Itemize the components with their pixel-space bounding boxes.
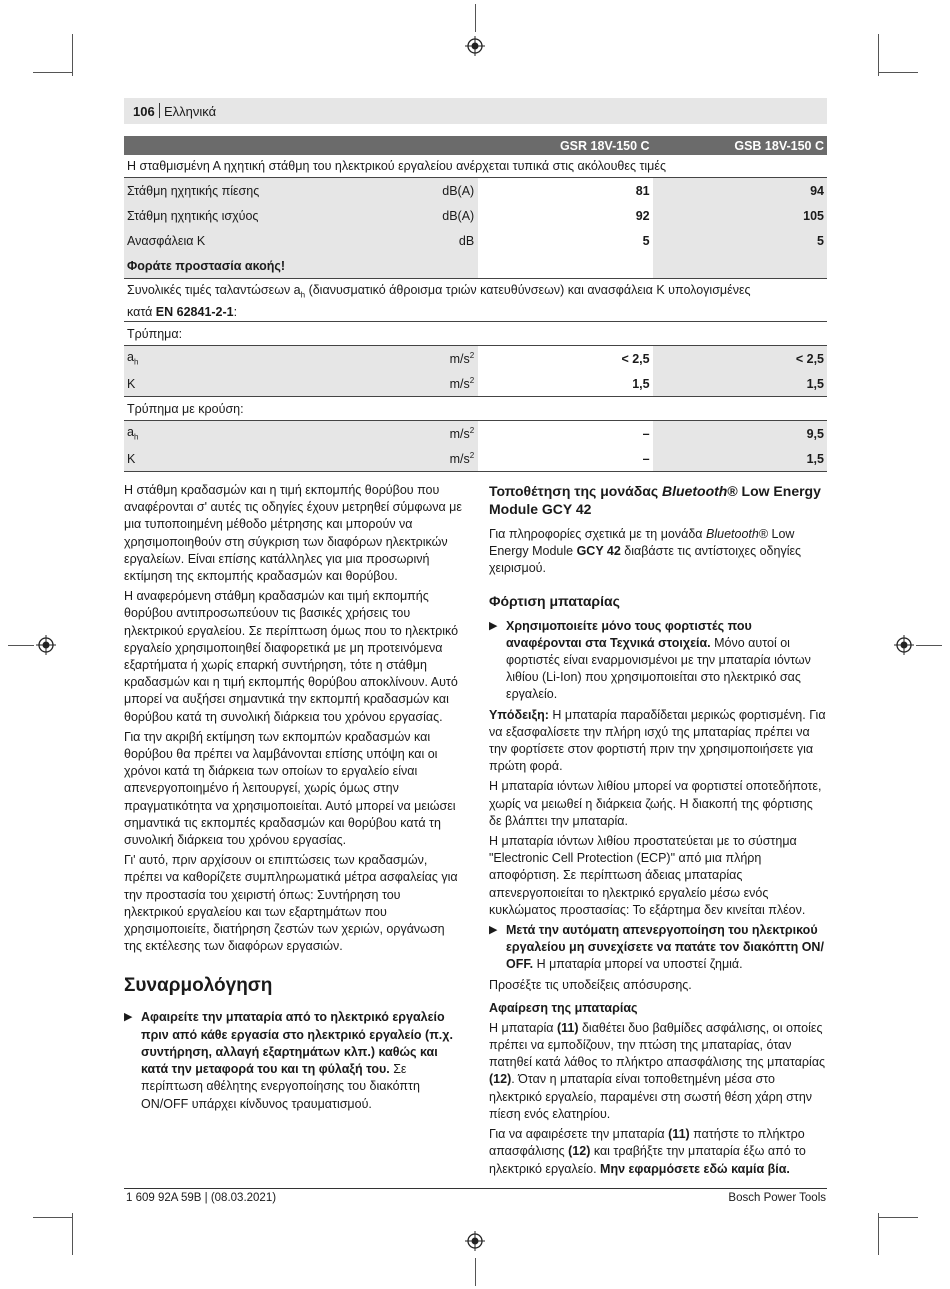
crop-mark	[916, 645, 942, 646]
paragraph: Η μπαταρία (11) διαθέτει δυο βαθμίδες ασφάλισης, οι οποίες πρέπει να εμποδίζουν, την πτώση της μπαταρίας, όταν πατηθεί κατά λάθος το πλήκτρο απασφάλισης της μπαταρίας (12). Όταν η μπαταρία είναι τοποθετημένη μέσα στο ηλεκτρικό εργαλείο, παραμένει στη σωστή θέση χάρη στην πίεση ενός ελατηρίου.	[489, 1020, 826, 1121]
arrow-bullet-icon: ▶	[489, 924, 498, 937]
crop-mark	[475, 4, 476, 32]
row-unit: $m/s^2$	[385, 446, 478, 472]
row-unit: $m/s^2$	[385, 421, 478, 447]
registration-mark-icon	[36, 635, 56, 655]
impact-drilling-label: Τρύπημα με κρούση:	[124, 397, 827, 421]
paragraph: Για την ακριβή εκτίμηση των εκπομπών κραδασμών και θορύβου θα πρέπει να λαμβάνονται επίσης υπόψη και οι χρόνοι κατά τη διάρκεια των οποίων το εργαλείο είναι απενεργοποιημένο ή λειτουργεί, χωρίς όμως στην πραγματικότητα να χρησιμοποιείται. Αυτό μπορεί να μειώσει σημαντικά τις εκπομπές κραδασμών και θορύβου κατά τη συνολική διάρκεια του χρόνου εργασίας.	[124, 729, 456, 848]
registration-mark-icon	[465, 36, 485, 56]
paragraph: Η στάθμη κραδασμών και η τιμή εκπομπής θορύβου που αναφέρονται σ' αυτές τις οδηγίες έχουν μετρηθεί σύμφωνα με μια τυποποιημένη μέθοδο μέτρησης και μπορούν να χρησιμοποιηθούν στη σύγκριση των διαφόρων ηλεκτρικών εργαλείων. Είναι επίσης κατάλληλες για μια προσωρινή εκτίμηση της εκπομπής κραδασμών και θορύβου.	[124, 483, 462, 584]
crop-mark	[72, 1213, 73, 1255]
row-unit: $m/s^2$	[385, 346, 478, 372]
row-unit: dB	[385, 228, 478, 253]
header-divider	[159, 103, 160, 118]
bullet-item: ▶ Αφαιρείτε την μπαταρία από το ηλεκτρικό εργαλείο πριν από κάθε εργασία στο ηλεκτρικό εργαλείο (π.χ. συντήρηση, αλλαγή εξαρτημάτων κλπ.) καθώς και κατά την μεταφορά του και τη φύλαξή του. Σε περίπτωση αθέλητης ενεργοποίησης του διακόπτη ON/OFF υπάρχει κίνδυνος τραυματισμού.	[124, 1010, 453, 1111]
paragraph: Για πληροφορίες σχετικά με τη μονάδα Bluetooth® Low Energy Module GCY 42 διαβάστε τις αντίστοιχες οδηγίες χειρισμού.	[489, 527, 802, 576]
crop-mark	[878, 34, 879, 76]
table-row	[124, 322, 827, 346]
section-heading: Συναρμολόγηση	[124, 975, 273, 997]
crop-mark	[475, 1258, 476, 1286]
row-value: 1,5	[653, 371, 827, 397]
crop-mark	[33, 72, 73, 73]
paragraph: Γι' αυτό, πριν αρχίσουν οι επιπτώσεις των κραδασμών, πρέπει να καθορίζετε συμπληρωματικά μέτρα ασφαλείας για την προστασία του χειριστή όπως: Συντήρηση του ηλεκτρικού εργαλείου και των εξαρτημάτων που χρησιμοποιείτε, διατήρηση ζεστών των χεριών, οργάνωση της εκτέλεσης των διαφόρων εργασιών.	[124, 853, 458, 954]
page-language: Ελληνικά	[164, 104, 217, 119]
paragraph: Η αναφερόμενη στάθμη κραδασμών και τιμή εκπομπής θορύβου αντιπροσωπεύουν τις βασικές χρήσεις του ηλεκτρικού εργαλείου. Σε περίπτωση όμως που το ηλεκτρικό εργαλείο χρησιμοποιηθεί διαφορετικά με μη προτεινόμενα εξαρτήματα ή χωρίς επαρκή συντήρηση, τότε η στάθμη κραδασμών και η τιμή εκπομπής θορύβου αποκλίνουν. Αυτό μπορεί να αυξήσει σημαντικά την εκπομπή κραδασμών και θορύβου κατά τη συνολική διάρκεια του χρόνου εργασίας.	[124, 589, 459, 724]
row-value: 5	[478, 228, 652, 253]
left-column	[124, 482, 462, 1116]
page-header-bar	[124, 98, 827, 124]
table-row	[124, 346, 827, 372]
row-value: 1,5	[653, 446, 827, 472]
crop-mark	[878, 72, 918, 73]
section-heading: Φόρτιση μπαταρίας	[489, 592, 620, 609]
row-value: –	[478, 446, 652, 472]
column-header: GSB 18V-150 C	[653, 136, 827, 155]
table-row	[124, 421, 827, 447]
right-column	[489, 482, 826, 1181]
paragraph: Για να αφαιρέσετε την μπαταρία (11) πατήστε το πλήκτρο απασφάλισης (12) και τραβήξτε την μπαταρία έξω από το ηλεκτρικό εργαλείο. Μην εφαρμόσετε εδώ καμία βία.	[489, 1127, 806, 1176]
bullet-item: ▶ Μετά την αυτόματη απενεργοποίηση του ηλεκτρικού εργαλείου μη συνεχίσετε να πατάτε τον διακόπτη ON/ OFF. Η μπαταρία μπορεί να υποστεί ζημιά.	[489, 923, 824, 972]
row-unit: dB(A)	[385, 178, 478, 204]
crop-mark	[33, 1217, 73, 1218]
row-value: 105	[653, 203, 827, 228]
table-row	[124, 279, 827, 322]
row-label: $a_h$	[124, 346, 385, 372]
crop-mark	[72, 34, 73, 76]
hearing-protection-note: Φοράτε προστασία ακοής!	[124, 253, 478, 279]
row-value: < 2,5	[478, 346, 652, 372]
row-label: K	[124, 446, 385, 472]
table-row	[124, 228, 827, 253]
row-value: 94	[653, 178, 827, 204]
footer-rule	[124, 1188, 827, 1189]
paragraph: Η μπαταρία ιόντων λιθίου προστατεύεται με το σύστημα "Electronic Cell Protection (ECP)" από μια πλήρη αποφόρτιση. Σε περίπτωση άδειας μπαταρίας απενεργοποιείται το ηλεκτρικό εργαλείο μέσω ενός κυκλώματος προστασίας: Το εξάρτημα δεν κινείται πλέον.	[489, 834, 806, 917]
subsection-heading: Αφαίρεση της μπαταρίας	[489, 1000, 638, 1015]
row-value: < 2,5	[653, 346, 827, 372]
registration-mark-icon	[465, 1231, 485, 1251]
vibration-intro: Συνολικές τιμές ταλαντώσεων $a_h$ (διανυσματικό άθροισμα τριών κατευθύνσεων) και ανασφάλεια K υπολογισμένες κατά EN 62841-2-1:	[124, 279, 827, 322]
table-row	[124, 371, 827, 397]
page-number: 106	[133, 104, 155, 119]
noise-intro: Η σταθμισμένη Α ηχητική στάθμη του ηλεκτρικού εργαλείου ανέρχεται τυπικά στις ακόλουθες τιμές	[124, 155, 827, 178]
paragraph: Υπόδειξη: Η μπαταρία παραδίδεται μερικώς φορτισμένη. Για να εξασφαλίσετε την πλήρη ισχύ της μπαταρίας πρέπει να την φορτίσετε στον φορτιστή πριν την χρησιμοποιήσετε για πρώτη φορά.	[489, 707, 826, 774]
drilling-label: Τρύπημα:	[124, 322, 827, 346]
row-value: 92	[478, 203, 652, 228]
arrow-bullet-icon: ▶	[489, 619, 498, 632]
table-row	[124, 203, 827, 228]
row-unit: dB(A)	[385, 203, 478, 228]
paragraph: Προσέξτε τις υποδείξεις απόσυρσης.	[489, 977, 692, 992]
row-unit: $m/s^2$	[385, 371, 478, 397]
crop-mark	[8, 645, 34, 646]
section-heading: Τοποθέτηση της μονάδας Bluetooth® Low Energy Module GCY 42	[489, 483, 821, 517]
footer-doc-id: 1 609 92A 59B | (08.03.2021)	[126, 1192, 277, 1204]
row-label: $a_h$	[124, 421, 385, 447]
bullet-item: ▶ Χρησιμοποιείτε μόνο τους φορτιστές που αναφέρονται στα Τεχνικά στοιχεία. Μόνο αυτοί οι φορτιστές είναι εναρμονισμένοι με την μπαταρία ιόντων λιθίου (Li-Ion) που χρησιμοποιείται στο ηλεκτρικό σας εργαλείο.	[489, 618, 811, 702]
spec-table	[124, 136, 827, 472]
crop-mark	[878, 1217, 918, 1218]
table-row	[124, 253, 827, 279]
table-row	[124, 397, 827, 421]
row-value: 1,5	[478, 371, 652, 397]
table-row	[124, 155, 827, 178]
footer-brand: Bosch Power Tools	[728, 1192, 826, 1204]
row-label: Ανασφάλεια K	[124, 228, 385, 253]
row-value: –	[478, 421, 652, 447]
table-row	[124, 178, 827, 204]
crop-mark	[878, 1213, 879, 1255]
registration-mark-icon	[894, 635, 914, 655]
table-row	[124, 446, 827, 472]
row-value: 81	[478, 178, 652, 204]
row-value: 5	[653, 228, 827, 253]
row-value: 9,5	[653, 421, 827, 447]
arrow-bullet-icon: ▶	[124, 1011, 133, 1024]
row-label: Στάθμη ηχητικής πίεσης	[124, 178, 385, 204]
row-label: K	[124, 371, 385, 397]
row-label: Στάθμη ηχητικής ισχύος	[124, 203, 385, 228]
column-header: GSR 18V-150 C	[478, 136, 652, 155]
table-header-row	[124, 136, 827, 155]
paragraph: Η μπαταρία ιόντων λιθίου μπορεί να φορτιστεί οποτεδήποτε, χωρίς να μειωθεί η διάρκεια ζωής. Η διακοπή της φόρτισης δε βλάπτει την μπαταρία.	[489, 779, 822, 828]
